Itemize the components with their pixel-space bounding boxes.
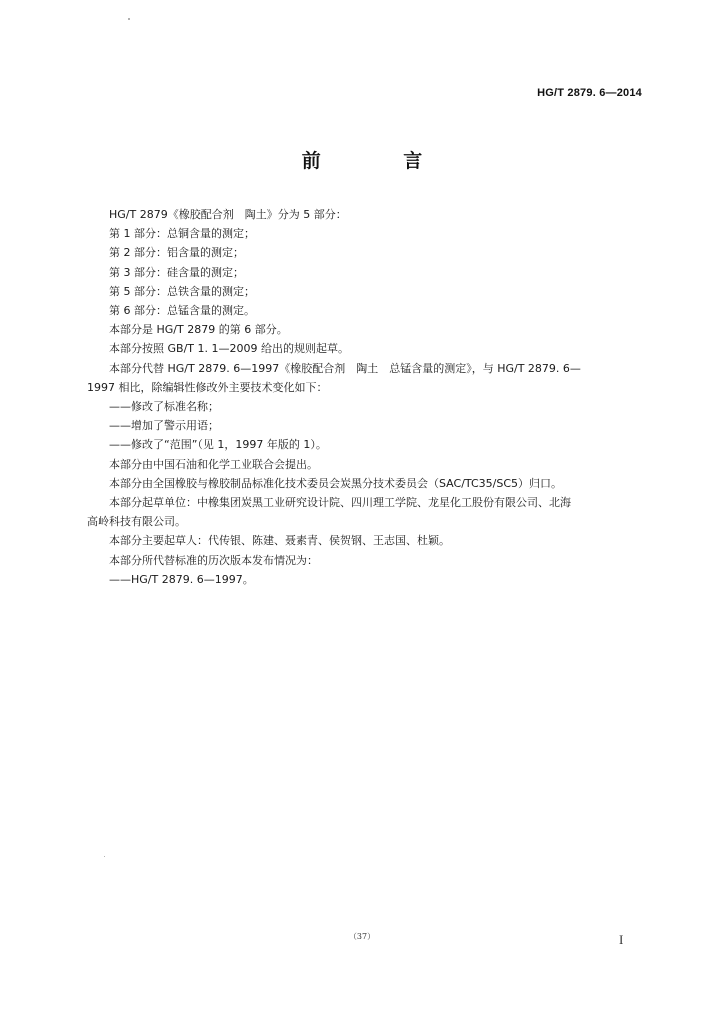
paragraph: HG/T 2879《橡胶配合剂 陶土》分为 5 部分： xyxy=(109,208,347,221)
paragraph: 第 6 部分：总锰含量的测定。 xyxy=(109,304,255,318)
paragraph: 本部分由中国石油和化学工业联合会提出。 xyxy=(109,457,318,471)
paragraph: 本部分按照 GB/T 1. 1—2009 给出的规则起草。 xyxy=(109,342,349,356)
paragraph: 第 1 部分：总铜含量的测定； xyxy=(109,227,255,241)
paragraph: 第 3 部分：硅含量的测定； xyxy=(109,265,244,279)
foreword-body xyxy=(87,205,647,589)
paragraph: 本部分起草单位：中橡集团炭黑工业研究设计院、四川理工学院、龙星化工股份有限公司、北海 xyxy=(109,496,571,510)
paragraph: 本部分代替 HG/T 2879. 6—1997《橡胶配合剂 陶土 总锰含量的测定》，与 HG/T 2879. 6— xyxy=(109,361,581,375)
list-item: ——修改了标准名称； xyxy=(109,400,219,414)
paragraph: 第 2 部分：铝含量的测定； xyxy=(109,246,244,260)
scan-speck xyxy=(128,18,130,20)
list-item: ——HG/T 2879. 6—1997。 xyxy=(109,572,254,586)
page-number: （37） xyxy=(348,932,376,941)
paragraph: 本部分主要起草人：代传银、陈建、聂素青、侯贺钢、王志国、杜颖。 xyxy=(109,534,450,548)
page-title: 前 言 xyxy=(301,150,461,172)
paragraph: 第 5 部分：总铁含量的测定； xyxy=(109,284,255,298)
paragraph: 本部分由全国橡胶与橡胶制品标准化技术委员会炭黑分技术委员会（SAC/TC35/SC5）归口。 xyxy=(109,476,563,490)
paragraph: 本部分是 HG/T 2879 的第 6 部分。 xyxy=(109,323,288,337)
paragraph: 本部分所代替标准的历次版本发布情况为： xyxy=(109,553,318,567)
paragraph-continuation: 1997 相比，除编辑性修改外主要技术变化如下： xyxy=(87,380,328,394)
standard-code: HG/T 2879. 6—2014 xyxy=(537,87,642,99)
scan-speck xyxy=(104,856,105,857)
list-item: ——修改了“范围”（见 1，1997 年版的 1）。 xyxy=(109,438,327,452)
paragraph-continuation: 高岭科技有限公司。 xyxy=(87,515,186,529)
list-item: ——增加了警示用语； xyxy=(109,419,219,433)
roman-page-number: I xyxy=(619,932,624,947)
